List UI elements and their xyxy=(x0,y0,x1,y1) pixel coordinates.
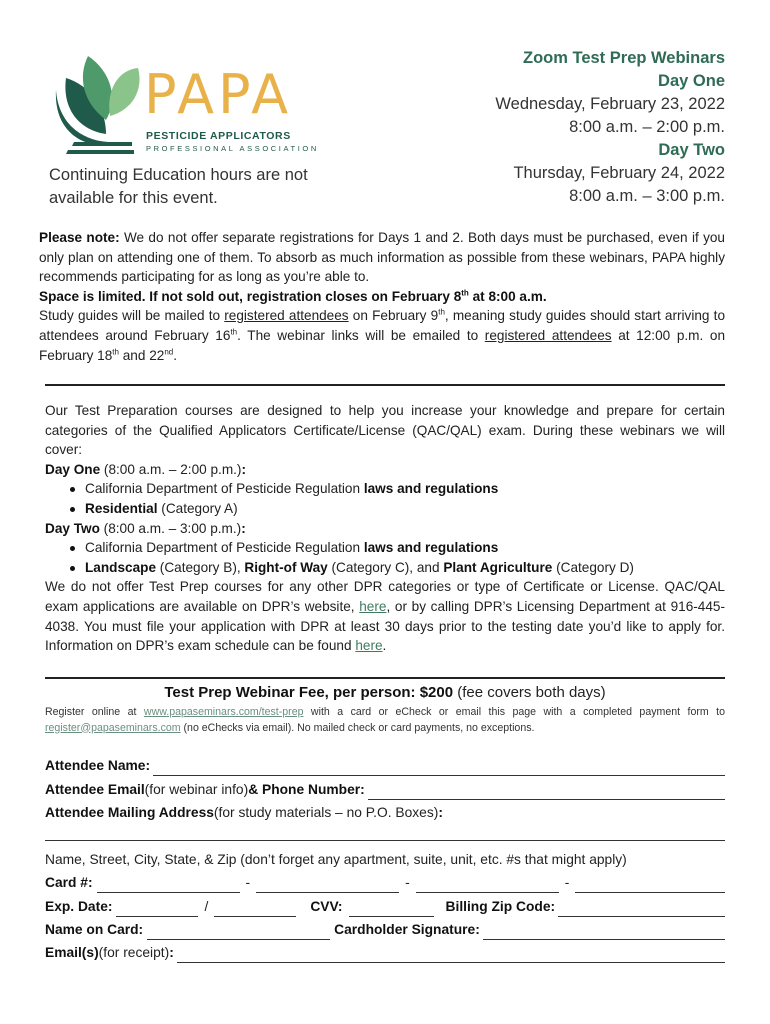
card-number-field-1[interactable] xyxy=(97,878,240,893)
day-two-topics xyxy=(45,538,725,577)
divider-2 xyxy=(45,677,725,679)
study-guides-paragraph: Study guides will be mailed to registered attendees on February 9th, meaning study guides should start arriving to attendees around February 16th. The webinar links will be emailed to registered attendees at 12:00 p.m. on February 18th and 22nd. xyxy=(39,307,726,363)
day-two-label: Day Two xyxy=(658,141,725,159)
day-one-label: Day One xyxy=(658,72,725,90)
day-two-date: Thursday, February 24, 2022 xyxy=(513,164,725,182)
fee-heading: Test Prep Webinar Fee, per person: $200 (fee covers both days) xyxy=(164,684,606,701)
day-two-time: 8:00 a.m. – 3:00 p.m. xyxy=(569,187,725,205)
card-number-row: Card #: - - - xyxy=(45,873,725,893)
mailing-address-line-row xyxy=(45,826,725,841)
phone-number-field[interactable] xyxy=(368,785,725,800)
registration-email-link[interactable]: register@papaseminars.com xyxy=(45,721,181,734)
mailing-address-row: Attendee Mailing Address (for study materials – no P.O. Boxes) : xyxy=(45,805,443,820)
event-title: Zoom Test Prep Webinars xyxy=(522,49,725,67)
card-number-field-4[interactable] xyxy=(575,878,725,893)
ce-hours-note: Continuing Education hours are not available for this event. xyxy=(49,166,308,207)
papa-logo xyxy=(48,50,319,160)
day-one-topics xyxy=(45,479,725,518)
cvv-field[interactable] xyxy=(349,902,434,917)
address-hint-row xyxy=(45,850,725,870)
fee-instructions: Register online at www.papaseminars.com/test-prep with a card or eCheck or email this page with a completed payment form to register@papaseminars.com (no eChecks via email). No mailed check or card payments, no exceptions. xyxy=(45,706,725,734)
logo-tagline-2: PROFESSIONAL ASSOCIATION xyxy=(146,144,319,153)
space-limited-paragraph: Space is limited. If not sold out, registration closes on February 8th at 8:00 a.m. xyxy=(39,288,547,304)
list-item: Landscape (Category B), Right-of Way (Category C), and Plant Agriculture (Category D) xyxy=(85,558,725,578)
registration-notes xyxy=(39,228,725,365)
attendee-email-row: Attendee Email (for webinar info) & Phone Number: xyxy=(45,780,725,800)
attendee-name-row: Attendee Name: xyxy=(45,756,725,776)
divider-1 xyxy=(45,384,725,386)
exp-month-field[interactable] xyxy=(116,902,198,917)
cardholder-signature-field[interactable] xyxy=(483,925,725,940)
list-item: Residential (Category A) xyxy=(85,499,725,519)
event-schedule xyxy=(495,47,725,208)
receipt-email-row: Email(s) (for receipt) : xyxy=(45,943,725,963)
registered-attendees-link-2: registered attendees xyxy=(484,327,612,343)
address-hint: Name, Street, City, State, & Zip (don’t forget any apartment, suite, unit, etc. #s that might apply) xyxy=(45,852,627,867)
attendee-name-field[interactable] xyxy=(153,761,725,776)
card-number-field-3[interactable] xyxy=(416,878,559,893)
dpr-website-link[interactable]: here xyxy=(359,598,387,614)
registration-url-link[interactable]: www.papaseminars.com/test-prep xyxy=(143,706,304,718)
name-on-card-field[interactable] xyxy=(147,925,330,940)
card-name-signature-row: Name on Card: Cardholder Signature: xyxy=(45,920,725,940)
dpr-exam-schedule-link[interactable]: here xyxy=(355,638,383,654)
course-description xyxy=(45,401,725,656)
list-item: California Department of Pesticide Regulation laws and regulations xyxy=(85,479,725,499)
registered-attendees-link: registered attendees xyxy=(224,308,349,324)
mailing-address-field[interactable] xyxy=(45,826,725,841)
day-two-heading: Day Two (8:00 a.m. – 3:00 p.m.): xyxy=(45,520,246,536)
course-intro: Our Test Preparation courses are designed to help you increase your knowledge and prepare for certain categories of the Qualified Applicators Certificate/License (QAC/QAL) exam. During these webinars we will cover: xyxy=(45,403,725,458)
day-one-time: 8:00 a.m. – 2:00 p.m. xyxy=(569,118,725,136)
day-one-heading: Day One (8:00 a.m. – 2:00 p.m.): xyxy=(45,461,246,477)
receipt-email-field[interactable] xyxy=(177,948,725,963)
logo-wordmark: PAPA xyxy=(144,63,293,126)
day-one-date: Wednesday, February 23, 2022 xyxy=(495,95,725,113)
card-number-field-2[interactable] xyxy=(256,878,399,893)
exp-cvv-zip-row: Exp. Date: / CVV: Billing Zip Code: xyxy=(45,897,725,917)
exp-year-field[interactable] xyxy=(214,902,296,917)
list-item: California Department of Pesticide Regulation laws and regulations xyxy=(85,538,725,558)
leaf-logo-icon xyxy=(48,50,148,160)
please-note-paragraph: Please note: We do not offer separate registrations for Days 1 and 2. Both days must be purchased, even if you only plan on attending one of them. To absorb as much information as possible from these webinars, PAPA highly recommends participating for as long as you’re able to. xyxy=(39,230,725,285)
please-note-label: Please note: xyxy=(39,230,120,245)
logo-tagline-1: PESTICIDE APPLICATORS xyxy=(146,130,291,142)
billing-zip-field[interactable] xyxy=(558,902,725,917)
course-closing: We do not offer Test Prep courses for any other DPR categories or type of Certificate or License. QAC/QAL exam applications are available on DPR’s website, here, or by calling DPR’s Licensing Department at 916-445-4038. You must file your application with DPR at least 30 days prior to the testing date you’d like to apply for. Information on DPR’s exam schedule can be found here. xyxy=(45,579,725,654)
